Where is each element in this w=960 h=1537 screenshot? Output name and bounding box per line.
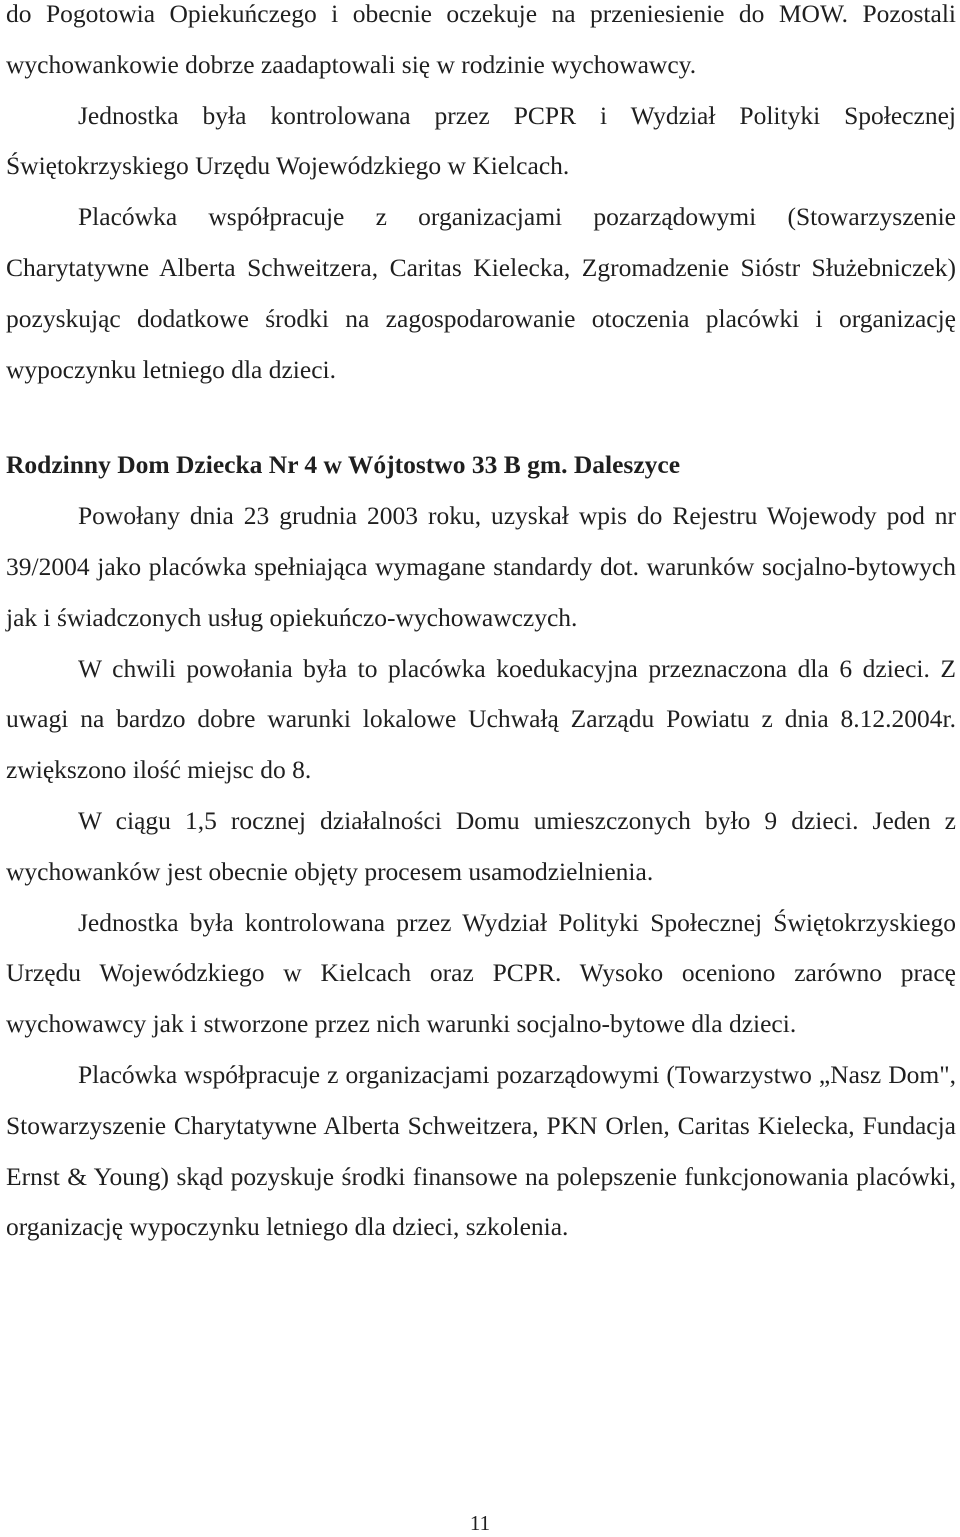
paragraph-capacity: W chwili powołania była to placówka koedukacyjna przeznaczona dla 6 dzieci. Z uwagi na bardzo dobre warunki lokalowe Uchwałą Zarządu Powiatu z dnia 8.12.2004r. zwiększono ilość miejsc do 8. xyxy=(6,653,956,785)
paragraph-children: W ciągu 1,5 rocznej działalności Domu umieszczonych było 9 dzieci. Jeden z wychowanków jest obecnie objęty procesem usamodzielnienia. xyxy=(6,805,956,886)
section-heading: Rodzinny Dom Dziecka Nr 4 w Wójtostwo 33 B gm. Daleszyce xyxy=(6,450,681,480)
paragraph-established: Powołany dnia 23 grudnia 2003 roku, uzyskał wpis do Rejestru Wojewody pod nr 39/2004 jako placówka spełniająca wymagane standardy dot. warunków socjalno-bytowych jak i świadczonych usług opiekuńczo-wychowawczych. xyxy=(6,501,956,632)
paragraph-cooperation: Placówka współpracuje z organizacjami pozarządowymi (Stowarzyszenie Charytatywne Alberta Schweitzera, Caritas Kielecka, Zgromadzenie Sióstr Służebniczek) pozyskując dodatkowe środki na zagospodarowanie otoczenia placówki i organizację wypoczynku letniego dla dzieci. xyxy=(6,202,956,384)
paragraph-inspection: Jednostka była kontrolowana przez PCPR i Wydział Polityki Społecznej Świętokrzyskiego Urzędu Wojewódzkiego w Kielcach. xyxy=(6,100,956,181)
document-page xyxy=(6,0,956,1253)
paragraph-continuation: do Pogotowia Opiekuńczego i obecnie oczekuje na przeniesienie do MOW. Pozostali wychowankowie dobrze zaadaptowali się w rodzinie wychowawcy. xyxy=(6,0,956,79)
paragraph-control: Jednostka była kontrolowana przez Wydział Polityki Społecznej Świętokrzyskiego Urzędu Wojewódzkiego w Kielcach oraz PCPR. Wysoko oceniono zarówno pracę wychowawcy jak i stworzone przez nich warunki socjalno-bytowe dla dzieci. xyxy=(6,907,956,1039)
paragraph-partners: Placówka współpracuje z organizacjami pozarządowymi (Towarzystwo „Nasz Dom", Stowarzyszenie Charytatywne Alberta Schweitzera, PKN Orlen, Caritas Kielecka, Fundacja Ernst & Young) skąd pozyskuje środki finansowe na polepszenie funkcjonowania placówki, organizację wypoczynku letniego dla dzieci, szkolenia. xyxy=(6,1059,956,1242)
page-number: 11 xyxy=(469,1511,491,1535)
